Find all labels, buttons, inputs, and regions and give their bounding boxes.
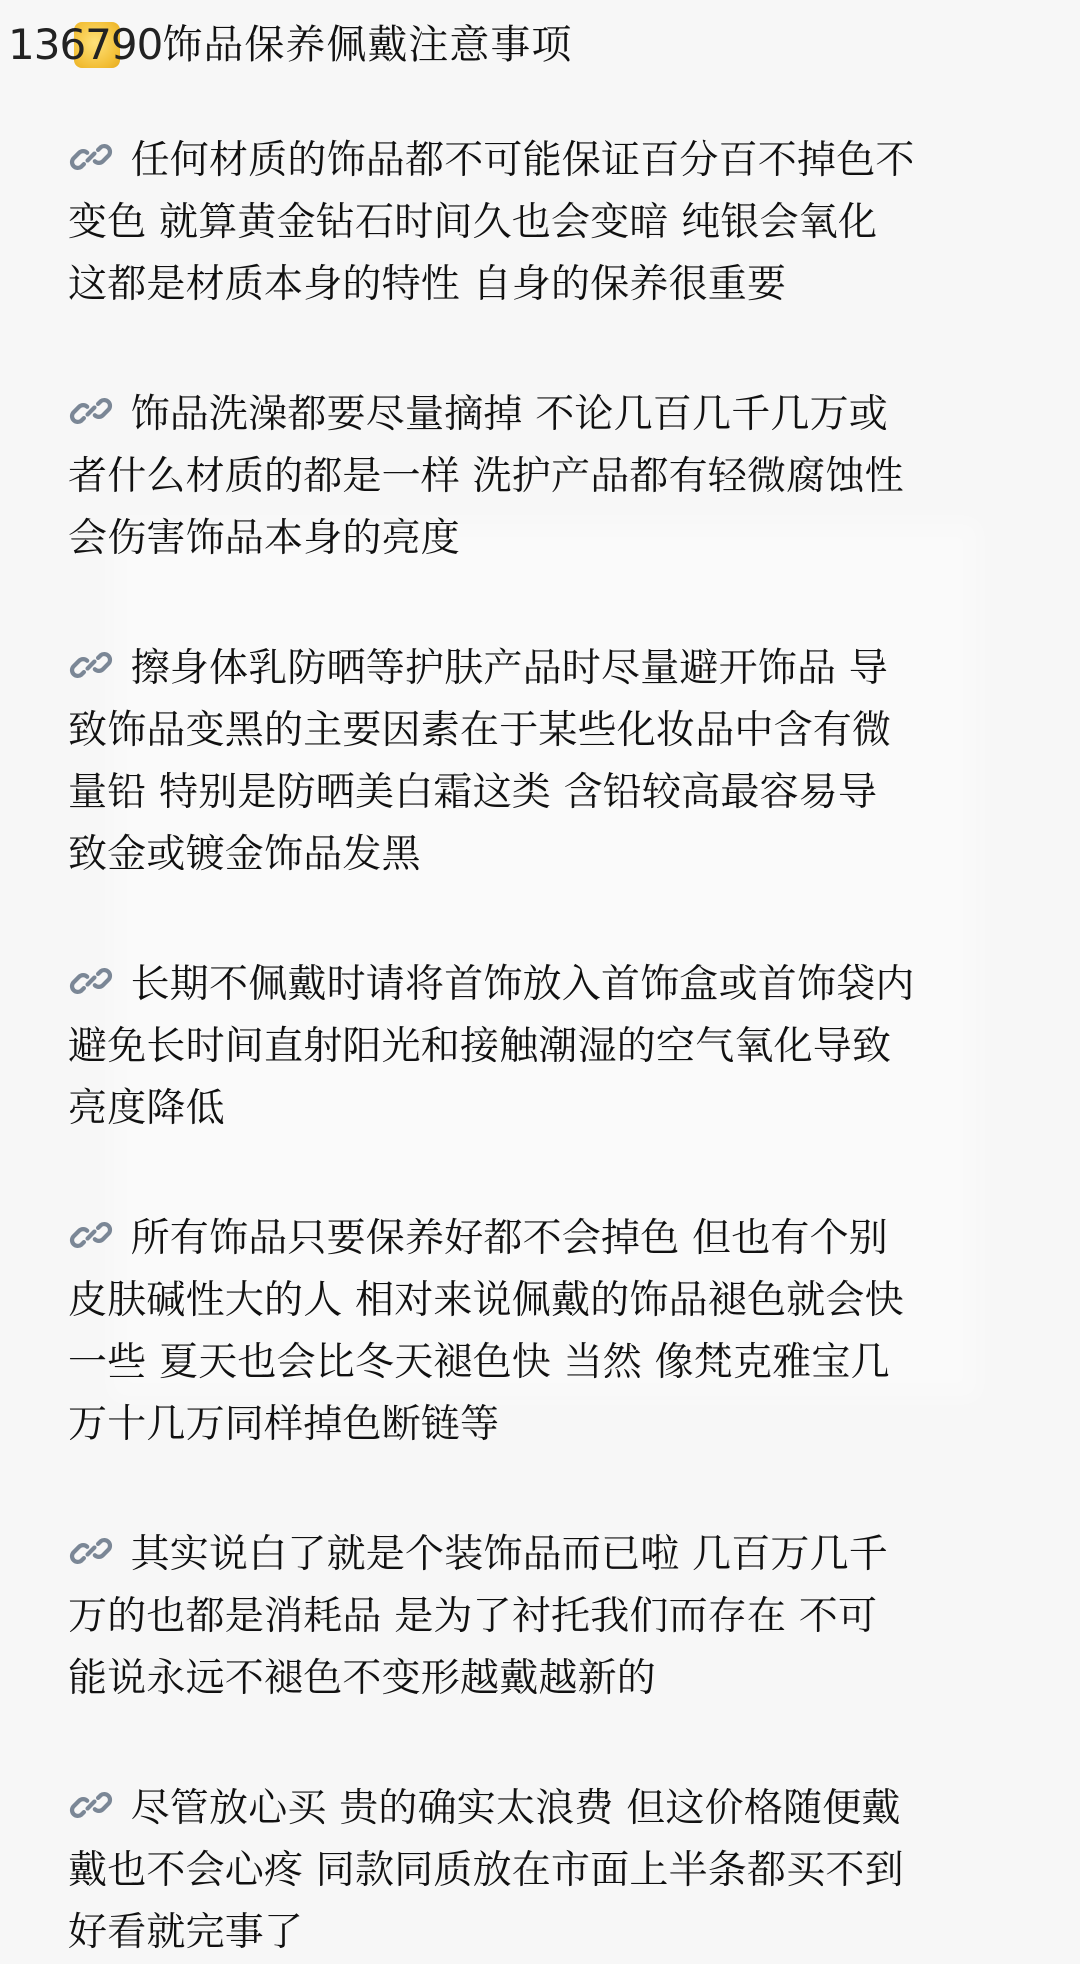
link-icon (68, 1782, 114, 1828)
paragraph-4-line-2: 避免长时间直射阳光和接触潮湿的空气氧化导致 (68, 1024, 892, 1069)
link-icon (68, 642, 114, 688)
paragraph-2 (68, 384, 1008, 570)
paragraph-6 (68, 1524, 1008, 1710)
content-body (68, 130, 1008, 1964)
paragraph-5 (68, 1208, 1008, 1456)
link-icon (68, 958, 114, 1004)
link-icon (68, 1528, 114, 1574)
paragraph-1-line-3: 这都是材质本身的特性 自身的保养很重要 (68, 262, 787, 307)
paragraph-6-line-3: 能说永远不褪色不变形越戴越新的 (68, 1656, 657, 1701)
paragraph-3-line-3: 量铅 特别是防晒美白霜这类 含铅较高最容易导 (68, 770, 878, 815)
paragraph-6-line-2: 万的也都是消耗品 是为了衬托我们而存在 不可 (68, 1594, 878, 1639)
paragraph-3 (68, 638, 1008, 886)
paragraph-4-line-1 (68, 954, 1008, 1016)
paragraph-7-text-1: 尽管放心买 贵的确实太浪费 但这价格随便戴 (130, 1786, 901, 1831)
link-icon (68, 1212, 114, 1258)
page-header (8, 10, 572, 80)
paragraph-2-line-2: 者什么材质的都是一样 洗护产品都有轻微腐蚀性 (68, 454, 904, 499)
paragraph-3-line-2: 致饰品变黑的主要因素在于某些化妆品中含有微 (68, 708, 892, 753)
paragraph-3-text-1: 擦身体乳防晒等护肤产品时尽量避开饰品 导 (130, 646, 889, 691)
paragraph-5-line-4: 万十几万同样掉色断链等 (68, 1402, 500, 1447)
paragraph-1 (68, 130, 1008, 316)
paragraph-2-line-1 (68, 384, 1008, 446)
paragraph-3-line-1 (68, 638, 1008, 700)
paragraph-1-line-1 (68, 130, 1008, 192)
paragraph-5-line-1 (68, 1208, 1008, 1270)
paragraph-4-line-3: 亮度降低 (68, 1086, 225, 1131)
paragraph-5-line-2: 皮肤碱性大的人 相对来说佩戴的饰品褪色就会快 (68, 1278, 904, 1323)
paragraph-6-line-1 (68, 1524, 1008, 1586)
paragraph-3-line-4: 致金或镀金饰品发黑 (68, 832, 421, 877)
paragraph-2-line-3: 会伤害饰品本身的亮度 (68, 516, 461, 561)
paragraph-7-line-2: 戴也不会心疼 同款同质放在市面上半条都买不到 (68, 1848, 904, 1893)
paragraph-2-text-1: 饰品洗澡都要尽量摘掉 不论几百几千几万或 (130, 392, 889, 437)
link-icon (68, 388, 114, 434)
page-title: 饰品保养佩戴注意事项 (162, 22, 573, 68)
paragraph-4 (68, 954, 1008, 1140)
link-icon (68, 134, 114, 180)
paragraph-6-text-1: 其实说白了就是个装饰品而已啦 几百万几千 (130, 1532, 889, 1577)
paragraph-7-line-3: 好看就完事了 (68, 1910, 304, 1955)
paragraph-5-line-3: 一些 夏天也会比冬天褪色快 当然 像梵克雅宝几 (68, 1340, 890, 1385)
paragraph-7-line-1 (68, 1778, 1008, 1840)
paragraph-1-line-2: 变色 就算黄金钻石时间久也会变暗 纯银会氧化 (68, 200, 878, 245)
paragraph-5-text-1: 所有饰品只要保养好都不会掉色 但也有个别 (130, 1216, 889, 1261)
paragraph-7 (68, 1778, 1008, 1964)
paragraph-1-text-1: 任何材质的饰品都不可能保证百分百不掉色不 (130, 138, 915, 183)
paragraph-4-text-1: 长期不佩戴时请将首饰放入首饰盒或首饰袋内 (130, 962, 915, 1007)
watermark-id: 136790 (8, 20, 163, 69)
